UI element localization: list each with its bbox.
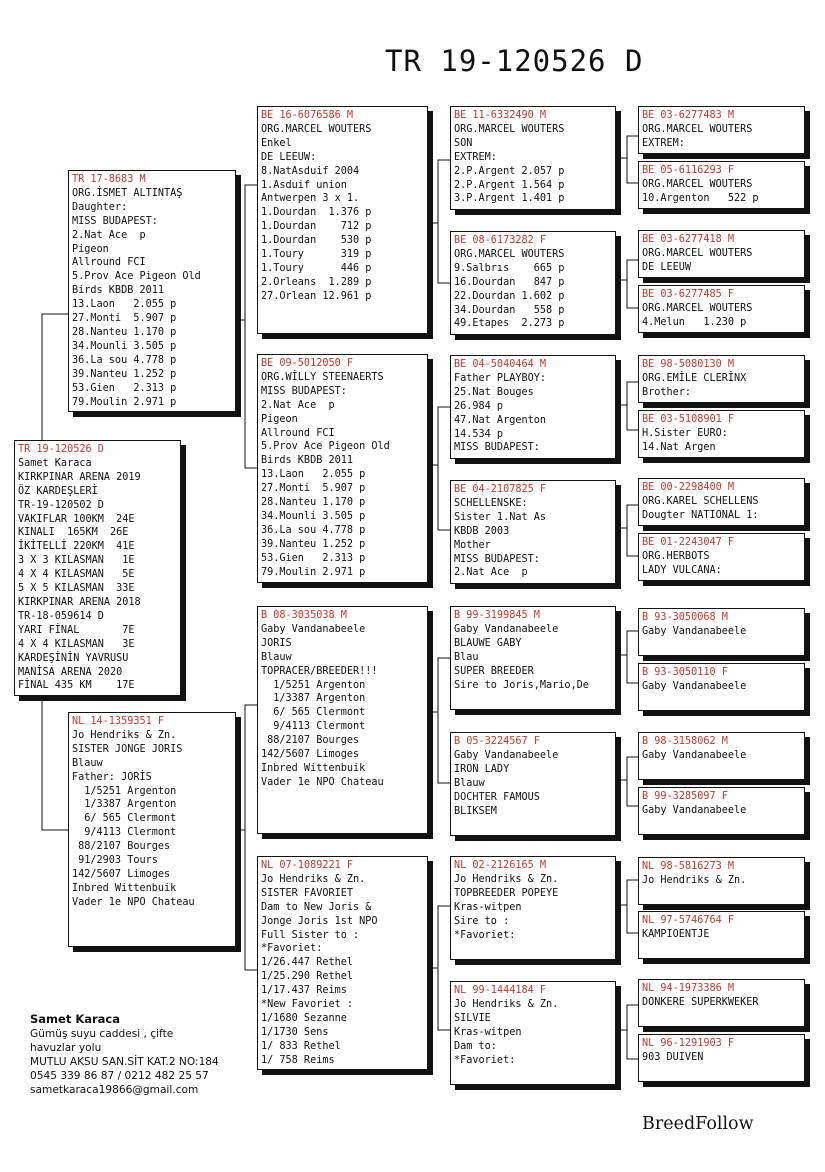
pedigree-line: Blau <box>454 651 479 663</box>
pedigree-line: 53.Gien 2.313 p <box>72 382 177 394</box>
pedigree-line: 3.P.Argent 1.401 p <box>454 193 565 205</box>
pedigree-line: Kras-witpen <box>454 1026 522 1038</box>
pedigree-line: Dougter NATIONAL 1: <box>642 509 759 521</box>
pedigree-box-g8[interactable] <box>638 533 805 581</box>
pedigree-line: ORG.MARCEL WOUTERS <box>642 247 753 259</box>
pedigree-box-ssd[interactable] <box>450 231 616 335</box>
pedigree-line: 1.Dourdan 712 p <box>261 221 372 233</box>
pedigree-line: 13.Laon 2.055 p <box>261 469 366 481</box>
pedigree-line: 28.Nanteu 1.170 p <box>72 326 177 338</box>
pedigree-line: H.Sister EURO: <box>642 427 728 439</box>
pedigree-line: TR-19-120502 D <box>18 499 104 511</box>
owner-phone: 0545 339 86 87 / 0212 482 25 57 <box>30 1070 209 1082</box>
ring-number: B 08-3035038 M <box>261 610 347 621</box>
pedigree-box-g9[interactable] <box>638 608 805 656</box>
pedigree-box-g10[interactable] <box>638 663 805 711</box>
pedigree-line: DOCHTER FAMOUS <box>454 791 540 803</box>
pedigree-line: 2.Orleans 1.289 p <box>261 276 372 288</box>
ring-number: BE 11-6332490 M <box>454 110 547 121</box>
pedigree-line: ORG.İSMET ALTINTAŞ <box>72 187 183 199</box>
pedigree-box-g14[interactable] <box>638 911 805 959</box>
pedigree-line: Sister 1.Nat As <box>454 511 547 523</box>
pedigree-line: 49.Etapes 2.273 p <box>454 318 565 330</box>
pedigree-line: 1.Dourdan 1.376 p <box>261 207 372 219</box>
pedigree-line: Inbred Wittenbuik <box>72 882 177 894</box>
pedigree-line: 36.La sou 4.778 p <box>72 354 177 366</box>
pedigree-line: 5.Prov Ace Pigeon Old <box>72 271 201 283</box>
ring-number: NL 99-1444184 F <box>454 985 547 996</box>
pedigree-line: Gaby Vandanabeele <box>454 749 559 761</box>
pedigree-line: Allround FCI <box>72 257 146 269</box>
pedigree-line: SISTER FAVORIET <box>261 887 354 899</box>
pedigree-line: Jonge Joris 1st NPO <box>261 915 378 927</box>
pedigree-line: 4 X 4 KILASMAN 5E <box>18 569 135 581</box>
owner-contact <box>30 1011 219 1097</box>
pedigree-line: ORG.MARCEL WOUTERS <box>642 178 753 190</box>
pedigree-line: ORG.MARCEL WOUTERS <box>642 302 753 314</box>
pedigree-line: 1/25.290 Rethel <box>261 971 354 983</box>
brand-logo-text: BreedFollow <box>642 1114 754 1134</box>
pedigree-line: *Favoriet: <box>454 929 516 941</box>
pedigree-line: 1/ 833 Rethel <box>261 1040 341 1052</box>
pedigree-line: 1/5251 Argenton <box>261 679 366 691</box>
ring-number: BE 01-2243047 F <box>642 537 735 548</box>
pedigree-line: Jo Hendriks & Zn. <box>261 873 366 885</box>
pedigree-line: SISTER JONGE JORIS <box>72 743 183 755</box>
pedigree-line: Vader 1e NPO Chateau <box>72 896 195 908</box>
pedigree-box-g6[interactable] <box>638 410 805 458</box>
pedigree-line: ORG.MARCEL WOUTERS <box>642 123 753 135</box>
pedigree-line: 2.P.Argent 2.057 p <box>454 165 565 177</box>
pedigree-line: Enkel <box>261 137 292 149</box>
pedigree-line: Brother: <box>642 386 692 398</box>
pedigree-box-g3[interactable] <box>638 230 805 278</box>
ring-number: NL 98-5816273 M <box>642 861 735 872</box>
ring-number: B 93-3050068 M <box>642 612 728 623</box>
pedigree-line: Blauw <box>261 651 292 663</box>
pedigree-line: TOPRACER/BREEDER!!! <box>261 665 378 677</box>
pedigree-box-g1[interactable] <box>638 106 805 154</box>
pedigree-box-g4[interactable] <box>638 285 805 333</box>
pedigree-box-sd[interactable] <box>257 354 428 583</box>
pedigree-line: 1/1680 Sezanne <box>261 1012 347 1024</box>
pedigree-line: Gaby Vandanabeele <box>454 623 559 635</box>
pedigree-line: KINALI 165KM 26E <box>18 527 129 539</box>
pedigree-line: DE LEEUW <box>642 261 692 273</box>
pedigree-box-g12[interactable] <box>638 787 805 835</box>
pedigree-line: IRON LADY <box>454 763 510 775</box>
owner-name: Samet Karaca <box>30 1012 121 1026</box>
pedigree-box-ddd[interactable] <box>450 981 616 1085</box>
pedigree-line: TOPBREEDER POPEYE <box>454 887 559 899</box>
pedigree-line: 1.Toury 319 p <box>261 249 372 261</box>
pedigree-line: Jo Hendriks & Zn. <box>454 998 559 1010</box>
pedigree-line: MISS BUDAPEST: <box>454 553 540 565</box>
pedigree-line: 88/2107 Bourges <box>72 841 171 853</box>
pedigree-line: KAMPIOENTJE <box>642 928 710 940</box>
pedigree-box-g5[interactable] <box>638 355 805 403</box>
ring-number: B 05-3224567 F <box>454 736 540 747</box>
ring-number: BE 98-5080130 M <box>642 359 735 370</box>
pedigree-line: 1/3387 Argenton <box>261 693 366 705</box>
pedigree-box-dss[interactable] <box>450 606 616 710</box>
pedigree-line: Sire to : <box>454 915 510 927</box>
pedigree-line: Jo Hendriks & Zn. <box>642 874 747 886</box>
pedigree-line: 1/1730 Sens <box>261 1026 329 1038</box>
pedigree-line: ORG.WİLLY STEENAERTS <box>261 371 384 383</box>
pedigree-line: 14.534 p <box>454 428 504 440</box>
pedigree-line: SILVIE <box>454 1012 491 1024</box>
ring-number: BE 03-6277485 F <box>642 289 735 300</box>
pedigree-line: Daughter: <box>72 201 128 213</box>
pedigree-line: SUPER BREEDER <box>454 665 534 677</box>
pedigree-line: 25.Nat Bouges <box>454 386 534 398</box>
pedigree-box-g15[interactable] <box>638 979 805 1027</box>
pedigree-line: 1/5251 Argenton <box>72 785 177 797</box>
pedigree-line: ORG.KAREL SCHELLENS <box>642 495 759 507</box>
ring-number: BE 03-5108901 F <box>642 414 735 425</box>
pedigree-box-dam[interactable] <box>68 712 236 947</box>
pedigree-line: BLAUWE GABY <box>454 637 522 649</box>
pedigree-line: 27.Monti 5.907 p <box>72 313 177 325</box>
pedigree-line: Birds KBDB 2011 <box>261 455 354 467</box>
pedigree-line: 26.984 p <box>454 400 504 412</box>
pedigree-line: Jo Hendriks & Zn. <box>72 729 177 741</box>
pedigree-line: 34.Mounli 3.505 p <box>72 340 177 352</box>
pedigree-line: 13.Laon 2.055 p <box>72 299 177 311</box>
pedigree-line: Samet Karaca <box>18 457 92 469</box>
pedigree-line: Pigeon <box>261 413 298 425</box>
pedigree-box-ds[interactable] <box>257 606 428 834</box>
pedigree-line: SCHELLENSKE: <box>454 497 528 509</box>
ring-number: NL 07-1089221 F <box>261 860 354 871</box>
pedigree-line: 6/ 565 Clermont <box>72 813 177 825</box>
ring-number: BE 04-2107825 F <box>454 484 547 495</box>
pedigree-line: 1.Dourdan 530 p <box>261 235 372 247</box>
pedigree-line: 22.Dourdan 1.602 p <box>454 290 565 302</box>
pedigree-line: 39.Nanteu 1.252 p <box>72 368 177 380</box>
pedigree-line: Pigeon <box>72 243 109 255</box>
pedigree-line: Father: JORİS <box>72 771 152 783</box>
pedigree-line: 1/17.437 Reims <box>261 985 347 997</box>
pedigree-line: 36.La sou 4.778 p <box>261 524 366 536</box>
pedigree-line: 903 DUIVEN <box>642 1051 704 1063</box>
ring-number: BE 16-6076586 M <box>261 110 354 121</box>
pedigree-line: 2.Nat Ace p <box>261 399 335 411</box>
pedigree-line: 8.NatAsduif 2004 <box>261 165 360 177</box>
pedigree-line: 2.Nat Ace p <box>72 229 146 241</box>
pedigree-line: Birds KBDB 2011 <box>72 285 165 297</box>
ring-number: NL 97-5746764 F <box>642 915 735 926</box>
pedigree-line: Dam to New Joris & <box>261 901 372 913</box>
pedigree-line: 1.Toury 446 p <box>261 262 372 274</box>
pedigree-line: Mother <box>454 539 491 551</box>
pedigree-box-g16[interactable] <box>638 1034 805 1082</box>
pedigree-line: BLIKSEM <box>454 805 497 817</box>
ring-number: TR 19-120526 D <box>18 444 104 455</box>
pedigree-line: 4.Melun 1.230 p <box>642 316 747 328</box>
pedigree-line: Sire to Joris,Mario,De <box>454 679 589 691</box>
pedigree-line: 2.P.Argent 1.564 p <box>454 179 565 191</box>
pedigree-line: 1/3387 Argenton <box>72 799 177 811</box>
ring-number: NL 96-1291903 F <box>642 1038 735 1049</box>
pedigree-line: ORG.EMİLE CLERİNX <box>642 372 747 384</box>
pedigree-line: 39.Nanteu 1.252 p <box>261 538 366 550</box>
ring-number: NL 02-2126165 M <box>454 860 547 871</box>
ring-number: BE 04-5040464 M <box>454 359 547 370</box>
pedigree-line: 5.Prov Ace Pigeon Old <box>261 441 390 453</box>
pedigree-line: Gaby Vandanabeele <box>642 804 747 816</box>
pedigree-line: Dam to: <box>454 1040 497 1052</box>
pedigree-line: 88/2107 Bourges <box>261 735 360 747</box>
pedigree-line: EXTREM: <box>642 137 685 149</box>
pedigree-line: ORG.HERBOTS <box>642 550 710 562</box>
pedigree-line: ORG.MARCEL WOUTERS <box>261 123 372 135</box>
pedigree-line: 9/4113 Clermont <box>261 721 366 733</box>
pedigree-line: 2.Nat Ace p <box>454 567 528 579</box>
owner-address-line: MUTLU AKSU SAN.SİT KAT.2 NO:184 <box>30 1056 219 1068</box>
ring-number: B 98-3158062 M <box>642 736 728 747</box>
pedigree-line: Gaby Vandanabeele <box>642 749 747 761</box>
pedigree-line: Father PLAYBOY: <box>454 372 547 384</box>
pedigree-line: 91/2903 Tours <box>72 855 158 867</box>
pedigree-line: 27.Orlean 12.961 p <box>261 290 372 302</box>
owner-email: sametkaraca19866@gmail.com <box>30 1084 199 1096</box>
pedigree-line: *Favoriet: <box>261 943 323 955</box>
pedigree-line: JORIS <box>261 637 292 649</box>
pedigree-box-sds[interactable] <box>450 355 616 459</box>
pedigree-line: Jo Hendriks & Zn. <box>454 873 559 885</box>
pedigree-line: TR-18-059614 D <box>18 610 104 622</box>
pedigree-line: Blauw <box>72 757 103 769</box>
pedigree-line: 6/ 565 Clermont <box>261 707 366 719</box>
pedigree-box-g7[interactable] <box>638 478 805 526</box>
pedigree-line: Allround FCI <box>261 427 335 439</box>
pedigree-line: Vader 1e NPO Chateau <box>261 776 384 788</box>
pedigree-line: LADY VULCANA: <box>642 564 722 576</box>
ring-number: B 99-3285097 F <box>642 791 728 802</box>
pedigree-line: DE LEEUW: <box>261 151 317 163</box>
pedigree-line: MISS BUDAPEST: <box>72 215 158 227</box>
pedigree-line: MANİSA ARENA 2020 <box>18 666 123 678</box>
pedigree-line: 4 X 4 KILASMAN 3E <box>18 638 135 650</box>
ring-number: B 99-3199845 M <box>454 610 540 621</box>
pedigree-line: 9/4113 Clermont <box>72 827 177 839</box>
pedigree-box-sss[interactable] <box>450 106 616 210</box>
owner-address-line: havuzlar yolu <box>30 1042 102 1054</box>
pedigree-line: 53.Gien 2.313 p <box>261 552 366 564</box>
pedigree-line: KIRKPINAR ARENA 2019 <box>18 471 141 483</box>
pedigree-line: KIRKPINAR ARENA 2018 <box>18 596 141 608</box>
pedigree-line: 34.Dourdan 558 p <box>454 304 565 316</box>
pedigree-line: Blauw <box>454 777 485 789</box>
pedigree-line: FİNAL 435 KM 17E <box>18 680 135 692</box>
ring-number: BE 03-6277418 M <box>642 234 735 245</box>
pedigree-line: 5 X 5 KILASMAN 33E <box>18 583 135 595</box>
ring-number: NL 94-1973386 M <box>642 983 735 994</box>
pedigree-box-sdd[interactable] <box>450 480 616 584</box>
pedigree-line: SON <box>454 137 473 149</box>
pedigree-line: MISS BUDAPEST: <box>261 385 347 397</box>
pedigree-box-dsd[interactable] <box>450 732 616 836</box>
pedigree-title: TR 19-120526 D <box>385 44 644 78</box>
pedigree-line: EXTREM: <box>454 151 497 163</box>
pedigree-box-dds[interactable] <box>450 856 616 960</box>
ring-number: NL 14-1359351 F <box>72 716 165 727</box>
pedigree-line: MISS BUDAPEST: <box>454 442 540 454</box>
pedigree-line: 79.Moulin 2.971 p <box>261 566 366 578</box>
pedigree-box-ss[interactable] <box>257 106 428 334</box>
pedigree-line: KARDEŞİNİN YAVRUSU <box>18 652 129 664</box>
pedigree-line: ORG.MARCEL WOUTERS <box>454 248 565 260</box>
pedigree-line: 3 X 3 KILASMAN 1E <box>18 555 135 567</box>
pedigree-line: 142/5607 Limoges <box>72 868 171 880</box>
ring-number: TR 17-8683 M <box>72 174 146 185</box>
pedigree-line: 14.Nat Argen <box>642 441 716 453</box>
ring-number: BE 08-6173282 F <box>454 235 547 246</box>
pedigree-line: ORG.MARCEL WOUTERS <box>454 123 565 135</box>
pedigree-line: *Favoriet: <box>454 1054 516 1066</box>
pedigree-line: 16.Dourdan 847 p <box>454 276 565 288</box>
pedigree-line: 47.Nat Argenton <box>454 414 547 426</box>
pedigree-line: Gaby Vandanabeele <box>642 680 747 692</box>
pedigree-line: İKİTELLİ 220KM 41E <box>18 541 135 553</box>
pedigree-line: Inbred Wittenbuik <box>261 762 366 774</box>
pedigree-line: DONKERE SUPERKWEKER <box>642 996 759 1008</box>
pedigree-line: 27.Monti 5.907 p <box>261 483 366 495</box>
ring-number: B 93-3050110 F <box>642 667 728 678</box>
pedigree-line: 34.Mounli 3.505 p <box>261 510 366 522</box>
pedigree-line: KBDB 2003 <box>454 525 510 537</box>
pedigree-line: YARI FİNAL 7E <box>18 624 135 636</box>
owner-address-line: Gümüş suyu caddesi , çifte <box>30 1028 174 1040</box>
pedigree-line: 1/26.447 Rethel <box>261 957 354 969</box>
pedigree-line: Gaby Vandanabeele <box>261 623 366 635</box>
pedigree-line: 79.Moulin 2.971 p <box>72 396 177 408</box>
pedigree-line: VAKIFLAR 100KM 24E <box>18 513 135 525</box>
pedigree-box-g11[interactable] <box>638 732 805 780</box>
ring-number: BE 00-2298400 M <box>642 482 735 493</box>
ring-number: BE 09-5012050 F <box>261 358 354 369</box>
pedigree-box-g2[interactable] <box>638 161 805 209</box>
pedigree-line: 142/5607 Limoges <box>261 749 360 761</box>
pedigree-line: Full Sister to : <box>261 929 360 941</box>
pedigree-box-subject[interactable] <box>14 440 181 696</box>
pedigree-line: 1/ 758 Reims <box>261 1054 335 1066</box>
pedigree-line: Kras-witpen <box>454 901 522 913</box>
ring-number: BE 05-6116293 F <box>642 165 735 176</box>
pedigree-line: ÖZ KARDEŞLERİ <box>18 485 98 497</box>
pedigree-line: 10.Argenton 522 p <box>642 192 759 204</box>
pedigree-line: Gaby Vandanabeele <box>642 625 747 637</box>
ring-number: BE 03-6277483 M <box>642 110 735 121</box>
pedigree-line: 9.Salbrıs 665 p <box>454 262 565 274</box>
pedigree-line: *New Favoriet : <box>261 999 354 1011</box>
pedigree-line: Antwerpen 3 x 1. <box>261 193 360 205</box>
pedigree-box-sire[interactable] <box>68 170 236 412</box>
pedigree-line: 28.Nanteu 1.170 p <box>261 497 366 509</box>
pedigree-line: 1.Asduif union <box>261 179 347 191</box>
pedigree-box-g13[interactable] <box>638 857 805 905</box>
pedigree-box-dd[interactable] <box>257 856 428 1070</box>
